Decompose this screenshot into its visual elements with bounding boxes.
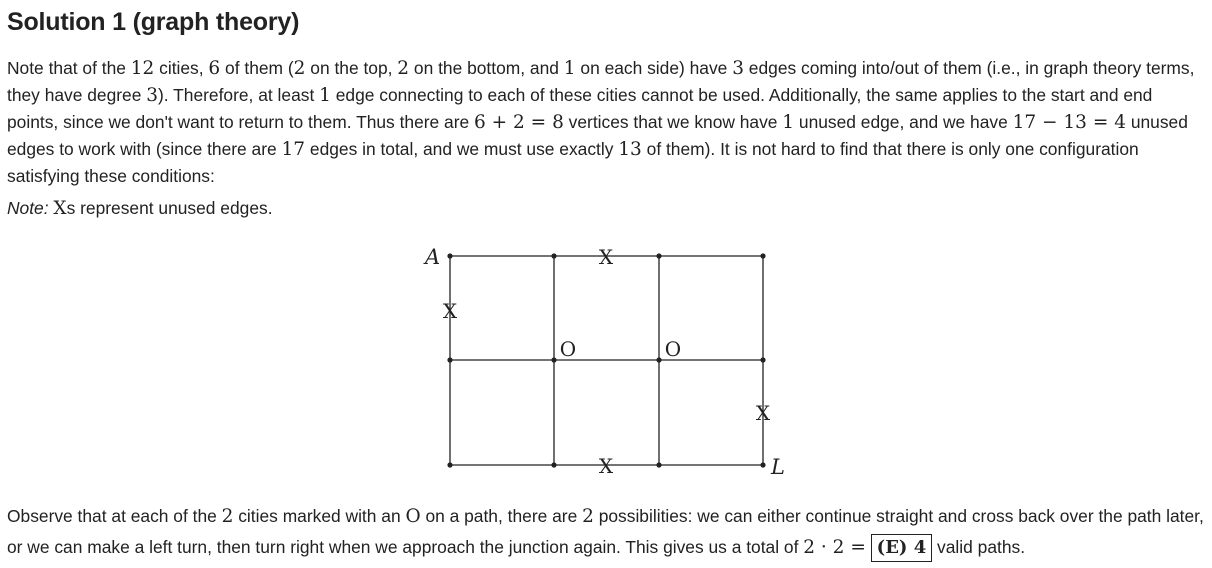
- end-label: L: [771, 455, 785, 479]
- text: s represent unused edges.: [66, 198, 273, 218]
- grid-lines: [450, 256, 763, 465]
- math: 2 · 2 =: [803, 537, 866, 558]
- solution-heading: Solution 1 (graph theory): [7, 8, 300, 36]
- math: 2: [582, 506, 594, 527]
- math: 6: [208, 58, 221, 79]
- note-label: Note:: [7, 198, 49, 218]
- text: of them). It is not hard to find that there is only one configuration satisfying these conditions:: [7, 139, 1139, 186]
- text: ). Therefore, at least: [158, 85, 320, 105]
- text: edges in total, and we must use exactly: [305, 139, 619, 159]
- junction-mark-right: O: [664, 337, 682, 361]
- math: 17: [281, 139, 306, 160]
- text: cities marked with an: [233, 506, 406, 526]
- paragraph-conclusion: [7, 501, 1207, 563]
- text: vertices that we know have: [563, 112, 783, 132]
- text: possibilities: we can either continue straight and cross back over the path later, or we can make a left turn, then turn right when we approach the junction again. This gives us a total of: [7, 506, 1204, 557]
- unused-edge-mark-right: X: [755, 401, 771, 425]
- text: edge connecting to each of these cities cannot be used. Additionally, the same applies to the start and end points, since we don't want to return to them. Thus there are: [7, 85, 1153, 132]
- text: of them (: [220, 58, 294, 78]
- text: on a path, there are: [420, 506, 583, 526]
- math: 2: [397, 58, 410, 79]
- start-label: A: [425, 245, 441, 269]
- math: 13: [618, 139, 642, 160]
- math: 2: [221, 506, 234, 527]
- math: X: [53, 198, 67, 219]
- unused-edge-mark-top: X: [598, 245, 614, 269]
- math: O: [405, 506, 421, 527]
- junction-mark-left: O: [559, 337, 577, 361]
- math: 3: [732, 58, 744, 79]
- math: 1: [782, 112, 795, 133]
- answer-box: (E) 4: [871, 534, 933, 562]
- math: 3: [146, 85, 159, 106]
- text: cities,: [154, 58, 209, 78]
- text: on the bottom, and: [409, 58, 564, 78]
- math: 6 + 2 = 8: [474, 112, 564, 133]
- text: on the top,: [305, 58, 398, 78]
- unused-edge-mark-bottom: X: [598, 454, 614, 478]
- math: 1: [319, 85, 331, 106]
- text: valid paths.: [932, 537, 1026, 557]
- text: on each side) have: [575, 58, 733, 78]
- text: Observe that at each of the: [7, 506, 222, 526]
- math: 17 − 13 = 4: [1012, 112, 1126, 133]
- text: Note that of the: [7, 58, 131, 78]
- unused-edge-mark-left: X: [442, 299, 458, 323]
- math: 12: [130, 58, 155, 79]
- text: edges coming into/out of them (i.e., in graph theory terms, they have degree: [7, 58, 1195, 105]
- math: 1: [563, 58, 576, 79]
- text: unused edge, and we have: [794, 112, 1013, 132]
- math: 2: [293, 58, 306, 79]
- text: unused edges to work with (since there are: [7, 112, 1188, 159]
